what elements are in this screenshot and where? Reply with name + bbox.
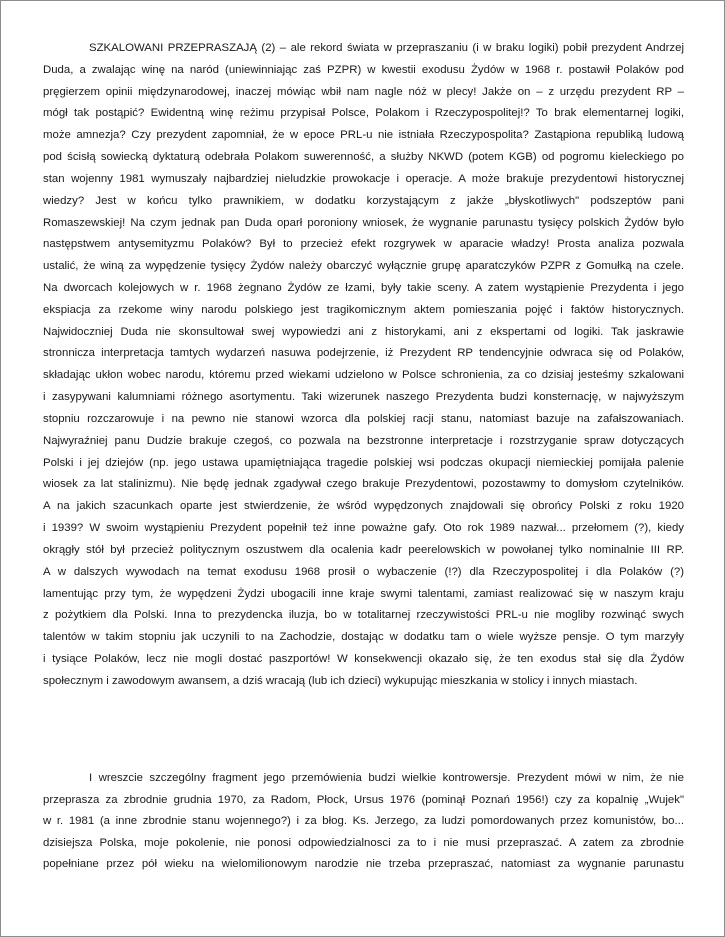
- text-line: stan wojenny 1981 wymuszały najbardziej nieludzkie prowokacje i operacje. A może brakuje prezydentowi historycznej: [43, 172, 684, 185]
- text-line: Duda, a zwalając winę na naród (uniewinniając zaś PZPR) w kwestii exodusu Żydów w 1968 r. postawił Polaków pod: [43, 63, 684, 76]
- text-line: Romaszewskiej! Na czym jednak pan Duda oparł poroniony wniosek, że wygnanie parunastu tysięcy polskich Żydów było: [43, 216, 684, 229]
- text-line: następstwem antysemityzmu Polaków? Był to przecież efekt rozgrywek w aparacie władzy! Prosta analiza pozwala: [43, 238, 684, 251]
- text-line: I wreszcie szczególny fragment jego przemówienia budzi wielkie kontrowersje. Prezydent mówi w nim, że nie: [89, 772, 684, 784]
- text-line: pod ścisłą sowiecką dyktaturą odebrała Polakom suwerenność, a służby NKWD (potem KGB) od pogromu kieleckiego po: [43, 151, 684, 164]
- text-line: wiedzy? Jest w końcu tylko prawnikiem, w dodatku korzystającym z jakże „błyskotliwych" podszeptów pani: [43, 194, 684, 207]
- text-line: ustalić, że winą za wypędzenie tysięcy Żydów należy obarczyć wyłącznie grupę aparatczyków PZPR z Gomułką na czele.: [43, 260, 684, 273]
- text-line: dzisiejsza Polska, moje pokolenie, nie ponosi odpowiedzialnosci za to i nie musi przepraszać. A zatem za zbrodnie: [43, 836, 684, 849]
- text-line: Najwidoczniej Duda nie skonsultował swej wypowiedzi ani z historykami, ani z ekspertami od logiki. Tak jaskrawie: [43, 325, 684, 338]
- text-line: i tysiące Polaków, lecz nie mogli dostać paszportów! W konsekwencji okazało się, że ten exodus stał się dla Żydów: [43, 652, 684, 665]
- text-line: składając ukłon wobec narodu, któremu przed wiekami udzielono w Polsce schronienia, za co dzisiaj jesteśmy szkalowani: [43, 369, 684, 382]
- text-line: A na jakich szacunkach oparte jest stwierdzenie, że wśród wypędzonych znajdowali się obrońcy Polski z roku 1920: [43, 500, 684, 513]
- text-line: popełniane przez pół wieku na wielomilionowym narodzie nie trzeba przepraszać, natomiast za wygnanie parunastu: [43, 858, 684, 870]
- text-line: SZKALOWANI PRZEPRASZAJĄ (2) – ale rekord świata w przepraszaniu (i w braku logiki) pobił prezydent Andrzej: [89, 42, 684, 54]
- text-line: A w dalszych wywodach na temat exodusu 1968 prosił o wybaczenie (!?) dla Rzeczypospolitej i dla Polaków (?): [43, 565, 684, 578]
- text-line: wiosek za lat stalinizmu). Nie będę jednak zgadywał czego brakuje Prezydentowi, pozostawmy to domysłom czytelników.: [43, 478, 684, 491]
- text-line: z pożytkiem dla Polski. Inna to prezydencka iluzja, bo w totalitarnej rzeczywistości PRL-u nie mogliby rozwinąć swych: [43, 609, 684, 622]
- text-line: Najwyraźniej panu Dudzie brakuje czegoś, co pozwala na bezstronne interpretacje i rozstrzyganie spraw dotyczących: [43, 434, 684, 447]
- text-line: mógł tak postąpić? Ewidentną winę reżimu przypisał Polsce, Polakom i Rzeczypospolitej!? To brak elementarnej logiki,: [43, 107, 684, 120]
- text-line: przeprasza za zbrodnie grudnia 1970, za Radom, Płock, Ursus 1976 (pominął Poznań 1956!) czy za kopalnię „Wujek": [43, 793, 684, 806]
- text-line: pręgierzem opinii międzynarodowej, inaczej mówiąc wbił nam nagle nóż w plecy! Jakże on – z urzędu prezydent RP –: [43, 85, 684, 98]
- text-line: w r. 1981 (a inne zbrodnie stanu wojennego?) i za błog. Ks. Jerzego, za ludzi pomordowanych przez komunistów, bo...: [43, 815, 684, 827]
- text-line: talentów w takim stopniu jak uczynili to na Zachodzie, dostając w dodatku tam o wiele wyższe pensje. O tym marzyły: [43, 631, 684, 644]
- text-line: Polski i jej dziejów (np. jego ustawa upamiętniająca tragedie polskiej wsi podczas okupacji niemieckiej pomijała palenie: [43, 456, 684, 469]
- text-line: społecznym i zawodowym awansem, a dziś wracają (lub ich dzieci) wykupując mieszkania w stolicy i innych miastach.: [43, 674, 638, 687]
- text-line: Na dworcach kolejowych w r. 1968 żegnano Żydów ze łzami, były takie sceny. A zatem wystąpienie Prezydenta i jego: [43, 282, 684, 295]
- text-line: stopniu rozczarowuje i na pewno nie stanowi wzorca dla polskiej racji stanu, natomiast bazuje na zafałszowaniach.: [43, 412, 684, 425]
- text-line: okrągły stół był przecież politycznym oszustwem dla ocalenia kadr peerelowskich w powołanej tylko nominalnie III RP.: [43, 543, 684, 556]
- text-line: stronnicza interpretacja tamtych wydarzeń nasuwa podejrzenie, iż Prezydent RP tendencyjnie odwraca się od Polaków,: [43, 347, 684, 360]
- text-line: ekspiacja za rzekome winy narodu polskiego jest tragikomicznym aktem pomieszania pojęć i faktów historycznych.: [43, 303, 684, 316]
- text-line: lamentując przy tym, że wypędzeni Żydzi ubogacili inne kraje swymi talentami, zamiast realizować się w naszym kraju: [43, 587, 684, 600]
- text-line: i zasypywani kalumniami różnego asortymentu. Taki wizerunek naszego Prezydenta budzi konsternację, w najwyższym: [43, 391, 684, 404]
- text-line: i 1939? W swoim wystąpieniu Prezydent popełnił też inne poważne gafy. Oto rok 1989 nazwał... przełomem (?), kiedy: [43, 522, 684, 535]
- text-line: może amnezja? Czy prezydent zapomniał, że w epoce PRL-u nie istniała Rzeczypospolita? Zastąpiona republiką ludową: [43, 129, 684, 142]
